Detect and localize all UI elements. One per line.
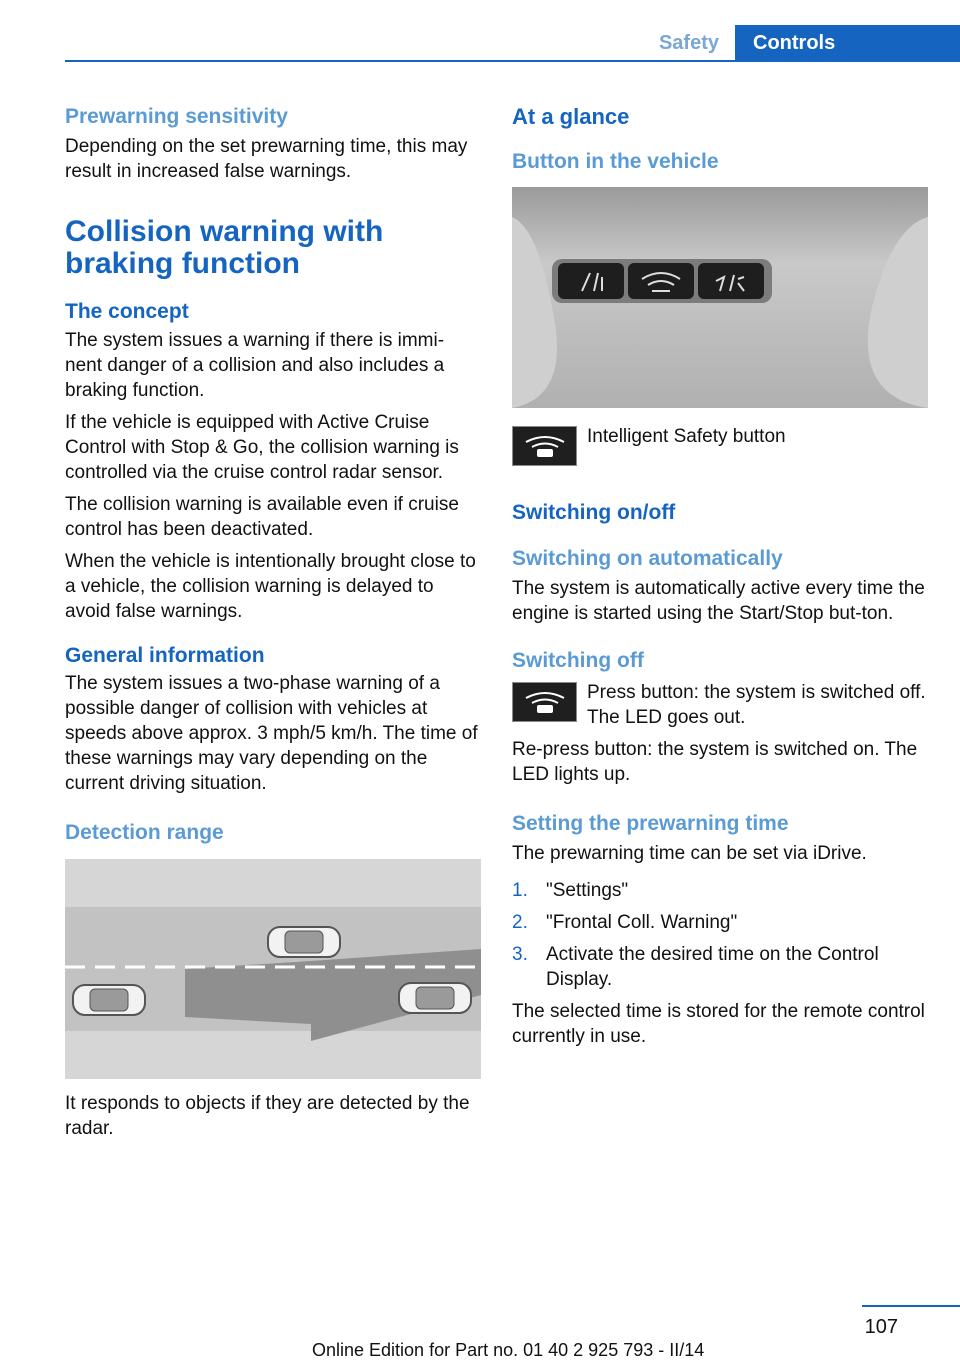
- concept-paragraph-2: If the vehicle is equipped with Active Cruise Control with Stop & Go, the collision warning is controlled via the cruise control radar sensor.: [65, 411, 459, 483]
- repress-text: Re-press button: the system is switched on. The LED lights up.: [512, 738, 918, 785]
- list-item: [512, 942, 928, 992]
- left-column: [65, 100, 481, 1141]
- step-text: "Frontal Coll. Warning": [546, 911, 738, 933]
- switching-on-off-heading: Switching on/off: [512, 500, 676, 524]
- page-number: 107: [864, 1316, 898, 1338]
- edition-footer: Online Edition for Part no. 01 40 2 925 793 - II/14: [312, 1340, 705, 1360]
- stored-text: The selected time is stored for the remote control currently in use.: [512, 1000, 925, 1047]
- step-number: 2.: [512, 911, 528, 933]
- right-column: [512, 100, 928, 1049]
- switching-off-heading: Switching off: [512, 649, 644, 673]
- button-photo: [512, 187, 928, 408]
- collision-warning-title: [65, 216, 481, 279]
- header-tab-controls: Controls: [735, 25, 960, 62]
- general-info-text: The system issues a two-phase warning of a possible danger of collision with vehicles at speeds above approx. 3 mph/5 km/h. The time of these warnings may vary depending on the current driving situation.: [65, 672, 478, 794]
- detection-caption: It responds to objects if they are detected by the radar.: [65, 1093, 470, 1139]
- step-number: 3.: [512, 943, 528, 965]
- switching-on-automatically-heading: Switching on automatically: [512, 547, 783, 570]
- footer-rule: [862, 1305, 960, 1307]
- steps-list: [512, 878, 928, 992]
- intelligent-safety-icon: [512, 426, 577, 466]
- step-text: "Settings": [546, 879, 629, 901]
- car-right: [399, 983, 471, 1013]
- detection-range-graphic: [65, 859, 481, 1079]
- general-info-heading: General information: [65, 643, 265, 667]
- at-a-glance-heading: At a glance: [512, 104, 630, 129]
- prewarning-heading: Prewarning sensitivity: [65, 105, 288, 128]
- car-top: [268, 927, 340, 957]
- button-in-vehicle-heading: Button in the vehicle: [512, 149, 719, 173]
- prewarning-time-text: The prewarning time can be set via iDrive.: [512, 842, 867, 864]
- car-left: [73, 985, 145, 1015]
- concept-heading: The concept: [65, 300, 189, 324]
- detection-range-illustration: [65, 859, 481, 1079]
- intelligent-safety-row: [512, 424, 928, 466]
- intelligent-safety-caption: Intelligent Safety button: [587, 425, 786, 447]
- switching-off-row: [512, 680, 928, 730]
- auto-text: The system is automatically active every time the engine is started using the Start/Stop but-ton.: [512, 578, 925, 625]
- list-item: [512, 910, 928, 935]
- intelligent-safety-icon: [512, 682, 577, 722]
- prewarning-text: Depending on the set prewarning time, this may result in increased false warnings.: [65, 136, 468, 183]
- detection-range-heading: Detection range: [65, 820, 224, 844]
- title-line-2: braking function: [65, 246, 300, 280]
- list-item: [512, 878, 928, 903]
- header-tab-safety: Safety: [658, 32, 719, 54]
- step-text: Activate the desired time on the Control Display.: [546, 943, 879, 990]
- step-number: 1.: [512, 879, 528, 901]
- switching-off-text: Press button: the system is switched off. The LED goes out.: [587, 681, 926, 728]
- header-rule: [65, 60, 960, 62]
- title-line-1: Collision warning with: [65, 215, 384, 249]
- concept-paragraph-3: The collision warning is available even if cruise control has been deactivated.: [65, 493, 459, 540]
- setting-prewarning-heading: Setting the prewarning time: [512, 811, 789, 835]
- concept-paragraph-4: When the vehicle is intentionally brought close to a vehicle, the collision warning is delayed to avoid false warnings.: [65, 550, 476, 622]
- concept-paragraph-1: The system issues a warning if there is immi-nent danger of a collision and also includes a braking function.: [65, 329, 445, 401]
- button-panel-graphic: [512, 187, 928, 408]
